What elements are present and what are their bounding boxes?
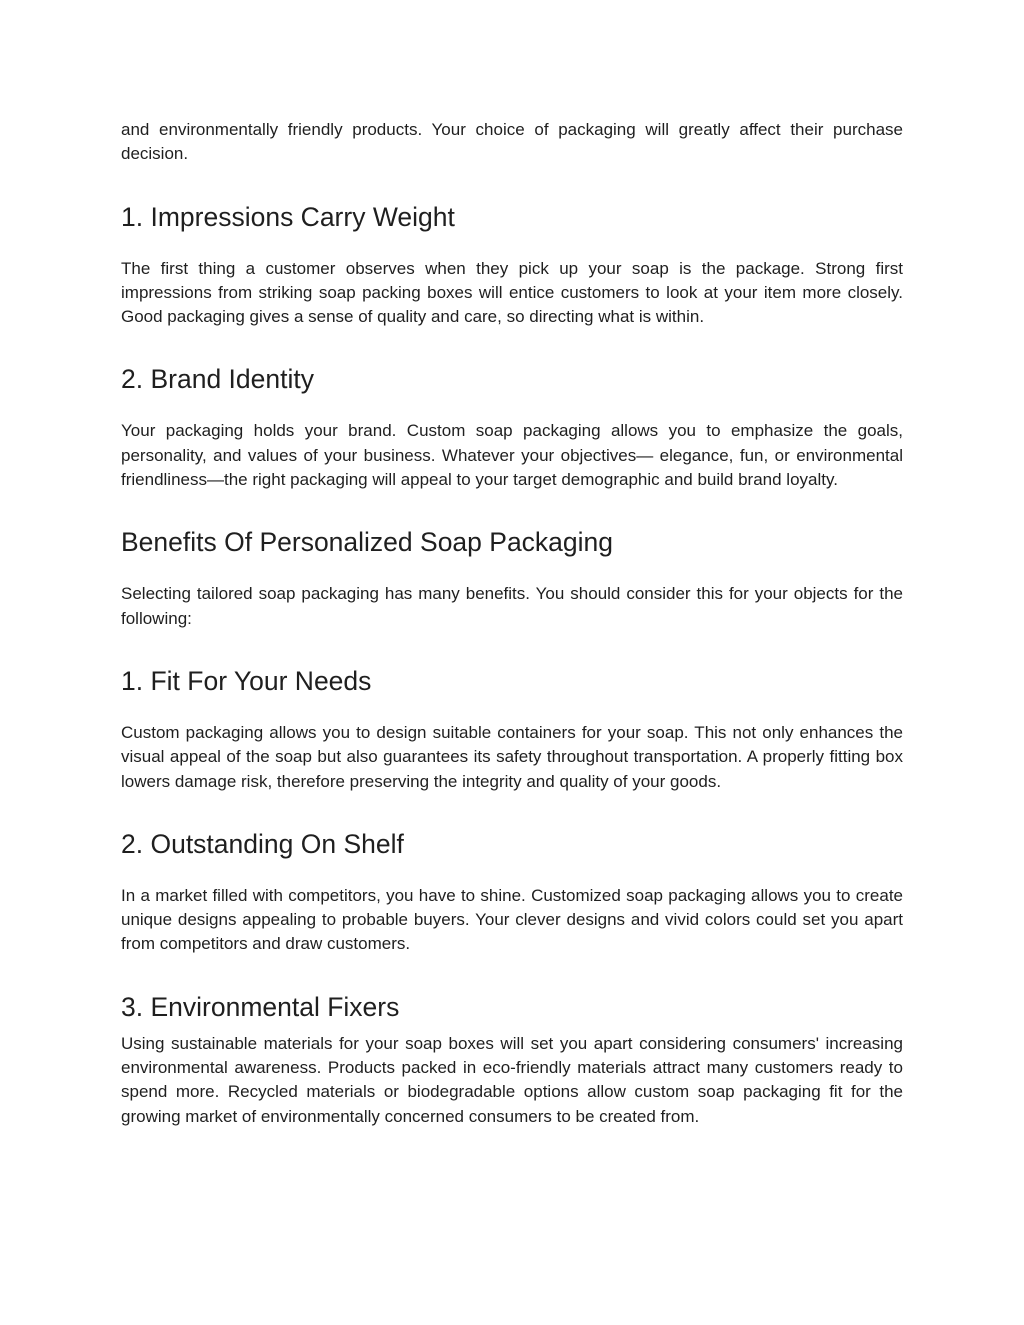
section-body-environmental-fixers: Using sustainable materials for your soap boxes will set you apart considering consumers' increasing environmental awareness. Products packed in eco-friendly materials attract many customers ready to spend more. Recycled materials or biodegradable options allow custom soap packaging fit for the growing market of environmentally concerned consumers to be created from. (121, 1033, 903, 1126)
section-heading-environmental-fixers: 3. Environmental Fixers (121, 991, 400, 1022)
section-body-impressions: The first thing a customer observes when they pick up your soap is the package. Strong first impressions from striking soap packing boxes will entice customers to look at your item more closely. Good packaging gives a sense of quality and care, so directing what is within. (121, 258, 903, 327)
section-body-outstanding-on-shelf: In a market filled with competitors, you have to shine. Customized soap packaging allows you to create unique designs appealing to probable buyers. Your clever designs and vivid colors could set you apart from competitors and draw customers. (121, 885, 903, 954)
intro-paragraph: and environmentally friendly products. Your choice of packaging will greatly affect their purchase decision. (121, 120, 903, 164)
section-heading-brand-identity: 2. Brand Identity (121, 364, 314, 395)
section-heading-outstanding-on-shelf: 2. Outstanding On Shelf (121, 828, 404, 859)
document-page (121, 118, 903, 1129)
section-body-brand-identity: Your packaging holds your brand. Custom soap packaging allows you to emphasize the goals, personality, and values of your business. Whatever your objectives— elegance, fun, or environmental friendliness—the right packaging will appeal to your target demographic and build brand loyalty. (121, 421, 903, 490)
section-body-benefits: Selecting tailored soap packaging has many benefits. You should consider this for your objects for the following: (121, 584, 903, 628)
section-heading-fit-for-needs: 1. Fit For Your Needs (121, 665, 372, 696)
section-body-fit-for-needs: Custom packaging allows you to design suitable containers for your soap. This not only enhances the visual appeal of the soap but also guarantees its safety throughout transportation. A properly fitting box lowers damage risk, therefore preserving the integrity and quality of your goods. (121, 722, 903, 791)
section-heading-impressions: 1. Impressions Carry Weight (121, 201, 455, 232)
section-heading-benefits: Benefits Of Personalized Soap Packaging (121, 527, 614, 558)
